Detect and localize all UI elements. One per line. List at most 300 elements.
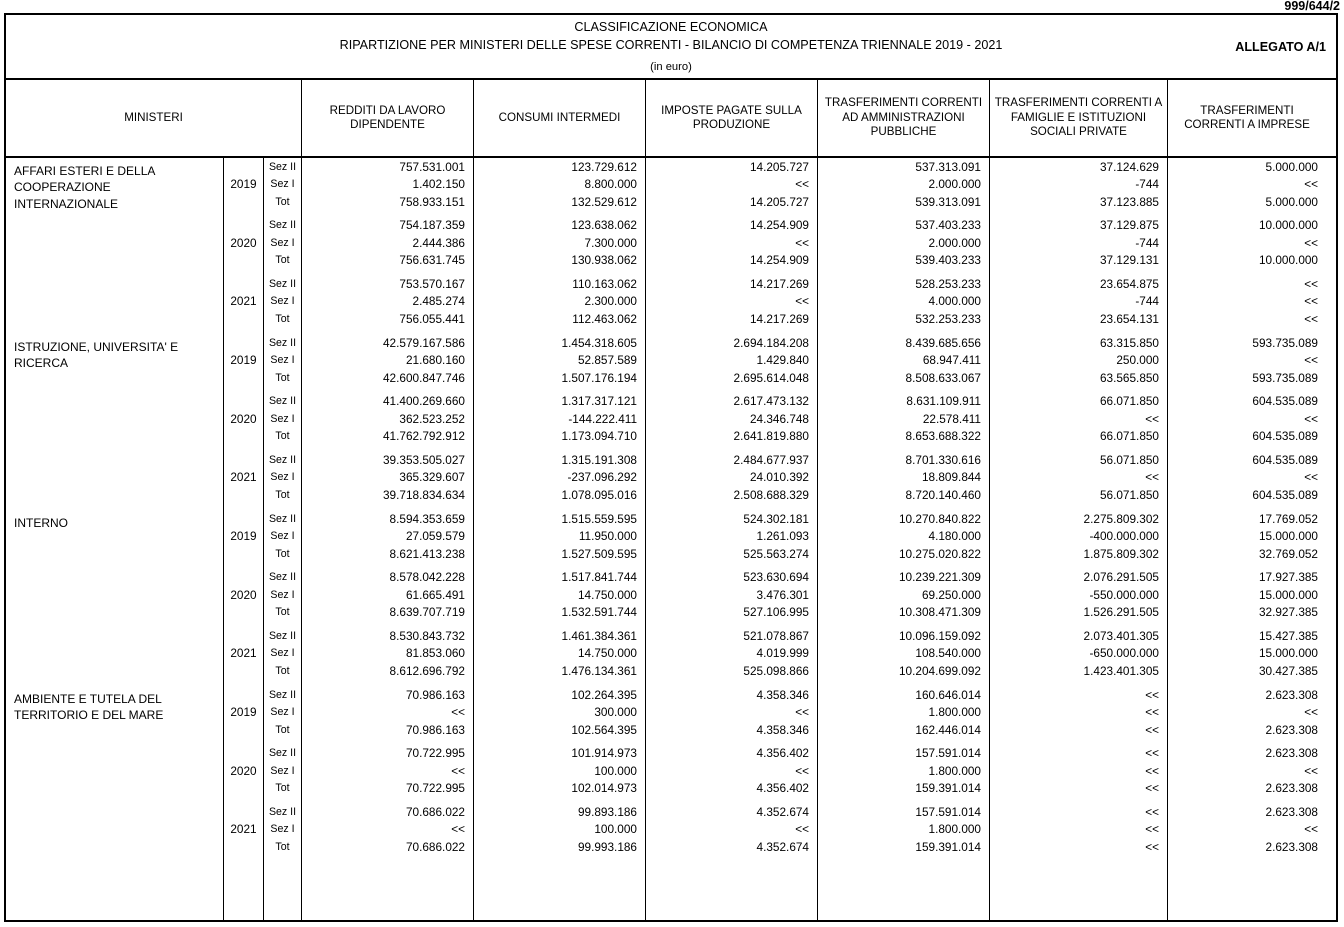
table-cell-value: 11.950.000 bbox=[578, 529, 637, 544]
table-cell-value: 23.654.131 bbox=[1099, 311, 1159, 326]
table-cell-value: 2.641.819.880 bbox=[733, 429, 809, 444]
table-cell-value: 754.187.359 bbox=[399, 218, 465, 233]
table-cell-value: 69.250.000 bbox=[921, 587, 981, 602]
table-cell-value: 8.800.000 bbox=[584, 177, 637, 192]
table-cell-value: 1.317.317.121 bbox=[561, 394, 637, 409]
year-group bbox=[224, 745, 263, 798]
ministry-name bbox=[6, 334, 223, 372]
table-cell-value: 524.302.181 bbox=[743, 511, 809, 526]
column-header-imposte-produzione: IMPOSTE PAGATE SULLA PRODUZIONE bbox=[645, 80, 817, 156]
value-group bbox=[474, 393, 645, 446]
value-block bbox=[474, 334, 645, 510]
sezione-label: Sez I bbox=[270, 295, 295, 308]
table-cell-value: 8.621.413.238 bbox=[389, 546, 465, 561]
column-ministeri bbox=[6, 158, 223, 920]
table-cell-value: 539.403.233 bbox=[915, 253, 981, 268]
sezione-label: Sez I bbox=[270, 178, 295, 191]
table-cell-value: 2.508.688.329 bbox=[733, 487, 809, 502]
table-cell-value: 102.264.395 bbox=[571, 687, 637, 702]
year-label: 2019 bbox=[230, 529, 257, 544]
table-cell-value: 157.591.014 bbox=[915, 804, 981, 819]
value-group bbox=[646, 686, 817, 739]
sezione-group bbox=[264, 217, 301, 270]
sezione-group bbox=[264, 686, 301, 739]
value-group bbox=[1168, 627, 1326, 680]
ministry-name-line: COOPERAZIONE bbox=[14, 180, 111, 195]
table-header-row bbox=[6, 80, 1336, 158]
table-cell-value: 14.750.000 bbox=[577, 587, 637, 602]
table-cell-value: << bbox=[1145, 411, 1159, 426]
column-values-trasferimenti-imprese bbox=[1167, 158, 1326, 920]
sezione-label: Tot bbox=[275, 371, 290, 384]
value-group bbox=[474, 334, 645, 387]
value-block bbox=[474, 158, 645, 334]
table-cell-value: 1.402.150 bbox=[412, 177, 465, 192]
table-cell-value: 81.853.060 bbox=[405, 646, 465, 661]
year-label: 2021 bbox=[230, 822, 257, 837]
table-cell-value: 68.947.411 bbox=[922, 353, 981, 368]
table-cell-value: << bbox=[451, 705, 465, 720]
year-label: 2019 bbox=[230, 177, 257, 192]
column-values-trasferimenti-famiglie bbox=[989, 158, 1167, 920]
value-group bbox=[1168, 510, 1326, 563]
year-label: 2021 bbox=[230, 646, 257, 661]
table-cell-value: 30.427.385 bbox=[1258, 663, 1318, 678]
year-block bbox=[224, 686, 263, 862]
sezione-label: Sez II bbox=[268, 453, 297, 466]
year-group bbox=[224, 393, 263, 446]
sezione-label: Sez II bbox=[268, 571, 297, 584]
table-cell-value: 70.722.995 bbox=[405, 781, 465, 796]
value-group bbox=[646, 627, 817, 680]
value-block bbox=[818, 158, 989, 334]
table-cell-value: << bbox=[1145, 763, 1159, 778]
ministry-block bbox=[6, 686, 223, 862]
table-cell-value: << bbox=[1145, 722, 1159, 737]
table-cell-value: -650.000.000 bbox=[1089, 646, 1159, 661]
sezione-block bbox=[264, 510, 301, 686]
table-cell-value: 3.476.301 bbox=[756, 587, 809, 602]
table-cell-value: 10.000.000 bbox=[1258, 218, 1318, 233]
table-cell-value: 1.461.384.361 bbox=[561, 628, 637, 643]
value-block bbox=[646, 510, 817, 686]
table-cell-value: 10.270.840.822 bbox=[898, 511, 981, 526]
sezione-label: Sez II bbox=[268, 219, 297, 232]
column-anno bbox=[223, 158, 263, 920]
table-cell-value: 1.526.291.505 bbox=[1083, 605, 1159, 620]
value-block bbox=[646, 334, 817, 510]
value-group bbox=[302, 569, 473, 622]
value-group bbox=[302, 510, 473, 563]
sezione-label: Sez I bbox=[270, 647, 295, 660]
ministry-block bbox=[6, 158, 223, 334]
value-group bbox=[818, 803, 989, 856]
table-cell-value: 99.993.186 bbox=[577, 839, 637, 854]
table-cell-value: 112.463.062 bbox=[572, 311, 637, 326]
table-cell-value: 8.653.688.322 bbox=[905, 429, 981, 444]
value-group bbox=[646, 334, 817, 387]
value-group bbox=[646, 393, 817, 446]
table-cell-value: 365.329.607 bbox=[399, 470, 465, 485]
table-cell-value: 525.098.866 bbox=[743, 663, 809, 678]
table-cell-value: -744 bbox=[1135, 294, 1159, 309]
table-cell-value: 2.444.386 bbox=[412, 235, 465, 250]
value-group bbox=[302, 745, 473, 798]
table-cell-value: 300.000 bbox=[594, 705, 637, 720]
table-cell-value: 159.391.014 bbox=[915, 781, 981, 796]
sezione-label: Sez I bbox=[270, 530, 295, 543]
year-label: 2020 bbox=[230, 411, 257, 426]
value-block bbox=[818, 686, 989, 862]
value-group bbox=[990, 569, 1167, 622]
table-cell-value: 2.623.308 bbox=[1265, 687, 1318, 702]
column-header-trasferimenti-famiglie-istituzioni: TRASFERIMENTI CORRENTI A FAMIGLIE E ISTITUZIONI SOCIALI PRIVATE bbox=[989, 80, 1167, 156]
table-cell-value: 70.722.995 bbox=[405, 746, 465, 761]
value-block bbox=[818, 510, 989, 686]
table-cell-value: 100.000 bbox=[594, 822, 637, 837]
table-cell-value: 14.217.269 bbox=[749, 276, 809, 291]
ministry-name-line: INTERNAZIONALE bbox=[14, 196, 119, 211]
title-band bbox=[6, 15, 1336, 80]
table-cell-value: 10.204.699.092 bbox=[898, 663, 981, 678]
sezione-label: Sez I bbox=[270, 764, 295, 777]
table-cell-value: 1.454.318.605 bbox=[561, 335, 637, 350]
year-label: 2020 bbox=[230, 235, 257, 250]
table-cell-value: -400.000.000 bbox=[1089, 529, 1159, 544]
year-block bbox=[224, 158, 263, 334]
table-cell-value: 99.893.186 bbox=[577, 804, 637, 819]
value-group bbox=[818, 745, 989, 798]
table-cell-value: 2.623.308 bbox=[1265, 746, 1318, 761]
table-cell-value: 15.000.000 bbox=[1258, 587, 1318, 602]
year-group bbox=[224, 275, 263, 328]
table-cell-value: << bbox=[1145, 705, 1159, 720]
ministry-name bbox=[6, 158, 223, 212]
table-cell-value: 63.565.850 bbox=[1099, 370, 1159, 385]
table-cell-value: 101.914.973 bbox=[571, 746, 637, 761]
value-group bbox=[818, 158, 989, 211]
sezione-label: Tot bbox=[275, 664, 290, 677]
value-group bbox=[302, 686, 473, 739]
table-cell-value: 110.163.062 bbox=[572, 276, 637, 291]
table-cell-value: 4.358.346 bbox=[756, 722, 809, 737]
table-cell-value: 41.400.269.660 bbox=[382, 394, 465, 409]
table-cell-value: 1.173.094.710 bbox=[561, 429, 637, 444]
ministry-name-line: RICERCA bbox=[14, 356, 69, 371]
table-cell-value: 539.313.091 bbox=[915, 194, 981, 209]
value-group bbox=[990, 451, 1167, 504]
table-cell-value: 2.695.614.048 bbox=[733, 370, 809, 385]
table-cell-value: 23.654.875 bbox=[1099, 276, 1159, 291]
value-group bbox=[302, 803, 473, 856]
value-block bbox=[818, 334, 989, 510]
column-header-trasferimenti-amministrazioni-pubbliche: TRASFERIMENTI CORRENTI AD AMMINISTRAZIONI PUBBLICHE bbox=[817, 80, 989, 156]
sezione-label: Sez II bbox=[268, 336, 297, 349]
table-cell-value: 8.639.707.719 bbox=[389, 605, 465, 620]
table-cell-value: 14.750.000 bbox=[577, 646, 637, 661]
table-cell-value: 537.403.233 bbox=[915, 218, 981, 233]
year-group bbox=[224, 569, 263, 622]
table-cell-value: 162.446.014 bbox=[915, 722, 981, 737]
value-group bbox=[818, 451, 989, 504]
table-cell-value: << bbox=[1145, 822, 1159, 837]
report-title-line2: RIPARTIZIONE PER MINISTERI DELLE SPESE CORRENTI - BILANCIO DI COMPETENZA TRIENNALE 2019 - 2021 bbox=[339, 38, 1003, 53]
table-cell-value: -237.096.292 bbox=[567, 470, 637, 485]
table-cell-value: << bbox=[1145, 804, 1159, 819]
report-table bbox=[4, 13, 1338, 922]
ministry-name bbox=[6, 686, 223, 724]
value-group bbox=[990, 158, 1167, 211]
table-cell-value: << bbox=[1145, 781, 1159, 796]
value-group bbox=[990, 510, 1167, 563]
table-cell-value: << bbox=[1304, 276, 1318, 291]
value-group bbox=[818, 217, 989, 270]
table-cell-value: << bbox=[1304, 235, 1318, 250]
sezione-block bbox=[264, 158, 301, 334]
table-cell-value: 10.308.471.309 bbox=[898, 605, 981, 620]
table-cell-value: 4.356.402 bbox=[756, 781, 809, 796]
value-group bbox=[302, 393, 473, 446]
table-cell-value: 123.729.612 bbox=[571, 159, 637, 174]
table-cell-value: 8.701.330.616 bbox=[905, 452, 981, 467]
table-cell-value: 593.735.089 bbox=[1252, 370, 1318, 385]
sezione-group bbox=[264, 510, 301, 563]
table-cell-value: 22.578.411 bbox=[922, 411, 981, 426]
table-cell-value: 4.356.402 bbox=[756, 746, 809, 761]
table-cell-value: << bbox=[1145, 839, 1159, 854]
sezione-label: Sez I bbox=[270, 236, 295, 249]
title-block bbox=[6, 15, 1336, 78]
table-cell-value: -744 bbox=[1135, 235, 1159, 250]
table-cell-value: 24.010.392 bbox=[749, 470, 809, 485]
sezione-group bbox=[264, 569, 301, 622]
table-cell-value: 753.570.167 bbox=[399, 276, 465, 291]
ministry-name-line: TERRITORIO E DEL MARE bbox=[14, 708, 164, 723]
table-cell-value: 2.623.308 bbox=[1265, 781, 1318, 796]
value-group bbox=[990, 686, 1167, 739]
table-cell-value: 8.612.696.792 bbox=[389, 663, 465, 678]
value-group bbox=[646, 745, 817, 798]
table-cell-value: 24.346.748 bbox=[749, 411, 809, 426]
year-label: 2019 bbox=[230, 705, 257, 720]
value-group bbox=[646, 510, 817, 563]
table-cell-value: 37.124.629 bbox=[1099, 159, 1159, 174]
table-cell-value: << bbox=[1304, 294, 1318, 309]
value-block bbox=[1168, 686, 1326, 862]
column-header-trasferimenti-imprese: TRASFERIMENTI CORRENTI A IMPRESE bbox=[1167, 80, 1326, 156]
value-group bbox=[990, 803, 1167, 856]
year-label: 2020 bbox=[230, 587, 257, 602]
table-cell-value: 2.485.274 bbox=[412, 294, 465, 309]
sezione-label: Tot bbox=[275, 723, 290, 736]
sezione-group bbox=[264, 627, 301, 680]
table-cell-value: 528.253.233 bbox=[915, 276, 981, 291]
year-group bbox=[224, 510, 263, 563]
table-cell-value: 66.071.850 bbox=[1099, 429, 1159, 444]
table-cell-value: 5.000.000 bbox=[1265, 159, 1318, 174]
table-cell-value: << bbox=[795, 177, 809, 192]
column-sezione bbox=[263, 158, 301, 920]
value-block bbox=[302, 510, 473, 686]
table-cell-value: 8.720.140.460 bbox=[905, 487, 981, 502]
table-cell-value: 4.180.000 bbox=[928, 529, 981, 544]
sezione-label: Tot bbox=[275, 782, 290, 795]
value-block bbox=[302, 334, 473, 510]
sezione-label: Sez II bbox=[268, 277, 297, 290]
value-group bbox=[646, 803, 817, 856]
year-block bbox=[224, 334, 263, 510]
sezione-label: Sez I bbox=[270, 588, 295, 601]
sezione-label: Tot bbox=[275, 430, 290, 443]
year-group bbox=[224, 803, 263, 856]
table-cell-value: << bbox=[451, 763, 465, 778]
table-cell-value: 37.123.885 bbox=[1099, 194, 1159, 209]
value-group bbox=[646, 158, 817, 211]
table-cell-value: 18.809.844 bbox=[921, 470, 981, 485]
table-cell-value: 2.484.677.937 bbox=[733, 452, 809, 467]
value-group bbox=[1168, 217, 1326, 270]
table-cell-value: 70.986.163 bbox=[405, 722, 465, 737]
value-group bbox=[302, 217, 473, 270]
table-cell-value: 5.000.000 bbox=[1265, 194, 1318, 209]
column-values-trasferimenti-pa bbox=[817, 158, 989, 920]
table-cell-value: 2.623.308 bbox=[1265, 722, 1318, 737]
value-group bbox=[818, 569, 989, 622]
table-cell-value: 2.623.308 bbox=[1265, 839, 1318, 854]
sezione-label: Tot bbox=[275, 488, 290, 501]
table-cell-value: 159.391.014 bbox=[915, 839, 981, 854]
table-cell-value: 39.718.834.634 bbox=[382, 487, 465, 502]
value-group bbox=[1168, 686, 1326, 739]
value-group bbox=[818, 510, 989, 563]
table-cell-value: << bbox=[1145, 687, 1159, 702]
value-group bbox=[1168, 275, 1326, 328]
value-block bbox=[990, 510, 1167, 686]
value-block bbox=[990, 334, 1167, 510]
ministry-block bbox=[6, 334, 223, 510]
value-group bbox=[474, 803, 645, 856]
table-cell-value: 757.531.001 bbox=[399, 159, 465, 174]
table-cell-value: 8.530.843.732 bbox=[389, 628, 465, 643]
page-number: 999/644/2 bbox=[1284, 0, 1340, 13]
table-cell-value: 2.076.291.505 bbox=[1083, 570, 1159, 585]
sezione-label: Sez I bbox=[270, 823, 295, 836]
table-cell-value: 102.564.395 bbox=[571, 722, 637, 737]
ministry-name bbox=[6, 510, 223, 531]
table-cell-value: 521.078.867 bbox=[743, 628, 809, 643]
ministry-block bbox=[6, 510, 223, 686]
sezione-group bbox=[264, 745, 301, 798]
table-cell-value: 604.535.089 bbox=[1252, 487, 1318, 502]
sezione-label: Sez I bbox=[270, 412, 295, 425]
table-cell-value: 4.000.000 bbox=[928, 294, 981, 309]
table-cell-value: 41.762.792.912 bbox=[382, 429, 465, 444]
value-group bbox=[1168, 393, 1326, 446]
sezione-group bbox=[264, 451, 301, 504]
sezione-label: Sez II bbox=[268, 629, 297, 642]
table-cell-value: 1.507.176.194 bbox=[561, 370, 637, 385]
table-cell-value: 14.254.909 bbox=[749, 218, 809, 233]
table-cell-value: 2.617.473.132 bbox=[733, 394, 809, 409]
table-cell-value: 2.623.308 bbox=[1265, 804, 1318, 819]
column-values-redditi bbox=[301, 158, 473, 920]
table-cell-value: 525.563.274 bbox=[743, 546, 809, 561]
table-cell-value: 250.000 bbox=[1116, 353, 1159, 368]
value-group bbox=[990, 627, 1167, 680]
value-group bbox=[474, 686, 645, 739]
table-cell-value: 2.073.401.305 bbox=[1083, 628, 1159, 643]
table-cell-value: << bbox=[795, 763, 809, 778]
year-group bbox=[224, 158, 263, 211]
table-cell-value: 4.352.674 bbox=[756, 804, 809, 819]
sezione-group bbox=[264, 275, 301, 328]
table-cell-value: 108.540.000 bbox=[915, 646, 981, 661]
sezione-label: Tot bbox=[275, 840, 290, 853]
table-cell-value: 7.300.000 bbox=[584, 235, 637, 250]
table-cell-value: 157.591.014 bbox=[915, 746, 981, 761]
table-cell-value: 604.535.089 bbox=[1252, 394, 1318, 409]
value-group bbox=[1168, 745, 1326, 798]
table-cell-value: 160.646.014 bbox=[915, 687, 981, 702]
value-group bbox=[990, 334, 1167, 387]
table-cell-value: 14.205.727 bbox=[749, 194, 809, 209]
table-cell-value: 1.800.000 bbox=[928, 822, 981, 837]
table-cell-value: 61.665.491 bbox=[405, 587, 465, 602]
table-cell-value: 1.423.401.305 bbox=[1083, 663, 1159, 678]
sezione-label: Sez I bbox=[270, 354, 295, 367]
value-group bbox=[474, 217, 645, 270]
value-group bbox=[302, 275, 473, 328]
table-cell-value: 537.313.091 bbox=[915, 159, 981, 174]
table-cell-value: 15.427.385 bbox=[1258, 628, 1318, 643]
table-cell-value: 21.680.160 bbox=[405, 353, 465, 368]
year-label: 2021 bbox=[230, 294, 257, 309]
table-cell-value: 1.532.591.744 bbox=[561, 605, 637, 620]
table-cell-value: 758.933.151 bbox=[399, 194, 465, 209]
report-title-line1: CLASSIFICAZIONE ECONOMICA bbox=[574, 20, 768, 35]
report-title-unit: (in euro) bbox=[650, 60, 692, 73]
table-cell-value: 14.205.727 bbox=[749, 159, 809, 174]
value-group bbox=[990, 745, 1167, 798]
table-cell-value: 14.217.269 bbox=[749, 311, 809, 326]
table-cell-value: 2.275.809.302 bbox=[1083, 511, 1159, 526]
table-cell-value: 17.927.385 bbox=[1258, 570, 1318, 585]
table-cell-value: 56.071.850 bbox=[1099, 452, 1159, 467]
value-block bbox=[990, 686, 1167, 862]
value-group bbox=[474, 627, 645, 680]
ministry-name-line: INTERNO bbox=[14, 516, 68, 530]
sezione-label: Sez II bbox=[268, 512, 297, 525]
table-cell-value: 66.071.850 bbox=[1099, 394, 1159, 409]
sezione-label: Tot bbox=[275, 547, 290, 560]
table-cell-value: 8.594.353.659 bbox=[389, 511, 465, 526]
table-cell-value: 4.352.674 bbox=[756, 839, 809, 854]
table-cell-value: 1.800.000 bbox=[928, 763, 981, 778]
table-cell-value: 1.476.134.361 bbox=[561, 663, 637, 678]
table-cell-value: 756.631.745 bbox=[399, 253, 465, 268]
sezione-label: Tot bbox=[275, 312, 290, 325]
ministry-name-line: AFFARI ESTERI E DELLA bbox=[14, 164, 156, 178]
sezione-group bbox=[264, 393, 301, 446]
table-cell-value: 8.631.109.911 bbox=[906, 394, 981, 409]
table-cell-value: -744 bbox=[1135, 177, 1159, 192]
table-cell-value: << bbox=[1304, 822, 1318, 837]
value-group bbox=[474, 569, 645, 622]
value-block bbox=[1168, 510, 1326, 686]
value-group bbox=[646, 275, 817, 328]
table-cell-value: 14.254.909 bbox=[749, 253, 809, 268]
value-group bbox=[1168, 803, 1326, 856]
